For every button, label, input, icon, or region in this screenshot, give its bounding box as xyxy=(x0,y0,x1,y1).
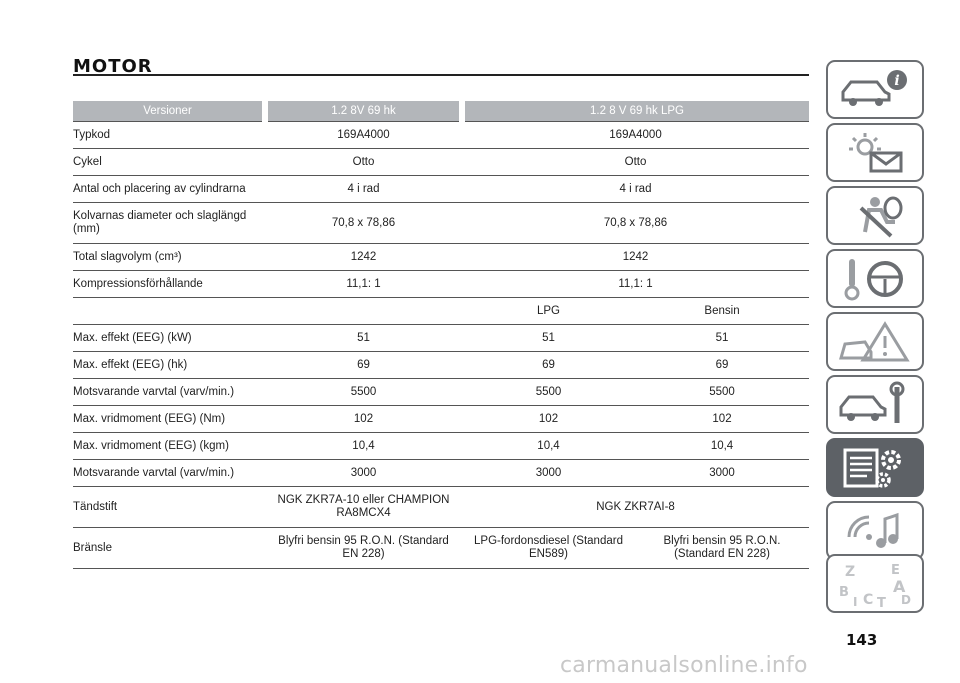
cell-value: 70,8 x 78,86 xyxy=(462,203,809,244)
cell-value: 69 xyxy=(635,352,809,379)
cell-value: 5500 xyxy=(462,379,635,406)
cell-value: LPG-fordonsdiesel (Standard EN589) xyxy=(462,528,635,569)
tab-emergency[interactable] xyxy=(826,312,924,371)
table-row xyxy=(73,528,809,569)
cell-value: 102 xyxy=(265,406,462,433)
cell-value: 11,1: 1 xyxy=(265,271,462,298)
header-version-1: 1.2 8V 69 hk xyxy=(265,101,462,122)
tab-index[interactable] xyxy=(826,554,924,613)
cell-value: 102 xyxy=(462,406,635,433)
cell-value: NGK ZKR7AI-8 xyxy=(462,487,809,528)
table-row xyxy=(73,122,809,149)
title-divider xyxy=(73,74,809,76)
technical-data-icon xyxy=(835,444,915,492)
row-label: Antal och placering av cylindrarna xyxy=(73,176,265,203)
cell-value: 4 i rad xyxy=(265,176,462,203)
cell-value: Blyfri bensin 95 R.O.N. (Standard EN 228) xyxy=(635,528,809,569)
subheader-petrol: Bensin xyxy=(635,298,809,325)
row-label: Tändstift xyxy=(73,487,265,528)
table-row xyxy=(73,244,809,271)
cell-value: 169A4000 xyxy=(265,122,462,149)
row-label: Max. vridmoment (EEG) (Nm) xyxy=(73,406,265,433)
tab-warning-lights[interactable] xyxy=(826,123,924,182)
row-label: Motsvarande varvtal (varv/min.) xyxy=(73,460,265,487)
table-row xyxy=(73,460,809,487)
cell-value: 69 xyxy=(265,352,462,379)
cell-value: 10,4 xyxy=(462,433,635,460)
cell-value: Blyfri bensin 95 R.O.N. (Standard EN 228) xyxy=(265,528,462,569)
row-label: Kompressionsförhållande xyxy=(73,271,265,298)
header-versions: Versioner xyxy=(73,101,265,122)
cell-value: 1242 xyxy=(462,244,809,271)
table-row xyxy=(73,352,809,379)
index-letter-t: T xyxy=(877,595,886,608)
key-steering-icon xyxy=(835,255,915,303)
airbag-safety-icon xyxy=(835,192,915,240)
table-row xyxy=(73,487,809,528)
cell-value: 51 xyxy=(265,325,462,352)
index-letter-e: E xyxy=(891,562,900,578)
page-number: 143 xyxy=(846,631,878,649)
cell-value: 3000 xyxy=(635,460,809,487)
multimedia-icon xyxy=(835,507,915,555)
table-row xyxy=(73,379,809,406)
tab-technical-data[interactable] xyxy=(826,438,924,497)
row-label: Max. effekt (EEG) (kW) xyxy=(73,325,265,352)
cell-value: 10,4 xyxy=(635,433,809,460)
row-label: Total slagvolym (cm³) xyxy=(73,244,265,271)
tab-maintenance[interactable] xyxy=(826,375,924,434)
table-row xyxy=(73,271,809,298)
cell-value: NGK ZKR7A-10 eller CHAMPION RA8MCX4 xyxy=(265,487,462,528)
watermark: carmanualsonline.info xyxy=(560,653,808,678)
row-label: Bränsle xyxy=(73,528,265,569)
cell-value: 51 xyxy=(462,325,635,352)
row-label: Max. vridmoment (EEG) (kgm) xyxy=(73,433,265,460)
cell-value: 10,4 xyxy=(265,433,462,460)
row-label: Max. effekt (EEG) (hk) xyxy=(73,352,265,379)
index-icon xyxy=(835,560,915,608)
tab-starting-driving[interactable] xyxy=(826,249,924,308)
car-info-icon xyxy=(835,66,915,114)
index-letter-d: D xyxy=(901,592,911,607)
section-title: MOTOR xyxy=(73,56,153,77)
table-row xyxy=(73,325,809,352)
table-row xyxy=(73,406,809,433)
row-label: Motsvarande varvtal (varv/min.) xyxy=(73,379,265,406)
header-version-2: 1.2 8 V 69 hk LPG xyxy=(462,101,809,122)
index-letter-i: I xyxy=(853,594,858,608)
tab-multimedia[interactable] xyxy=(826,501,924,560)
cell-value: Otto xyxy=(462,149,809,176)
warning-lights-icon xyxy=(835,129,915,177)
svg-text:i: i xyxy=(894,72,900,89)
row-label: Cykel xyxy=(73,149,265,176)
table-row xyxy=(73,176,809,203)
cell-value: 1242 xyxy=(265,244,462,271)
cell-value: 4 i rad xyxy=(462,176,809,203)
engine-spec-table xyxy=(73,101,809,569)
index-letter-a: A xyxy=(893,576,906,596)
cell-value: 69 xyxy=(462,352,635,379)
cell-value: 5500 xyxy=(265,379,462,406)
cell-value: 11,1: 1 xyxy=(462,271,809,298)
cell-value: 3000 xyxy=(462,460,635,487)
emergency-icon xyxy=(835,318,915,366)
cell-value: Otto xyxy=(265,149,462,176)
table-row xyxy=(73,149,809,176)
subheader-lpg: LPG xyxy=(462,298,635,325)
fuel-subheader-row xyxy=(73,298,809,325)
row-label: Typkod xyxy=(73,122,265,149)
index-letter-z: Z xyxy=(845,563,856,580)
car-maintenance-icon xyxy=(835,381,915,429)
cell-value: 51 xyxy=(635,325,809,352)
table-header-row xyxy=(73,101,809,122)
table-row xyxy=(73,433,809,460)
table-row xyxy=(73,203,809,244)
cell-value: 3000 xyxy=(265,460,462,487)
cell-value: 70,8 x 78,86 xyxy=(265,203,462,244)
index-letter-c: C xyxy=(863,591,874,608)
index-letter-b: B xyxy=(839,584,849,600)
tab-car-info[interactable] xyxy=(826,60,924,119)
row-label: Kolvarnas diameter och slaglängd (mm) xyxy=(73,203,265,244)
cell-value: 169A4000 xyxy=(462,122,809,149)
tab-safety[interactable] xyxy=(826,186,924,245)
cell-value: 5500 xyxy=(635,379,809,406)
cell-value: 102 xyxy=(635,406,809,433)
